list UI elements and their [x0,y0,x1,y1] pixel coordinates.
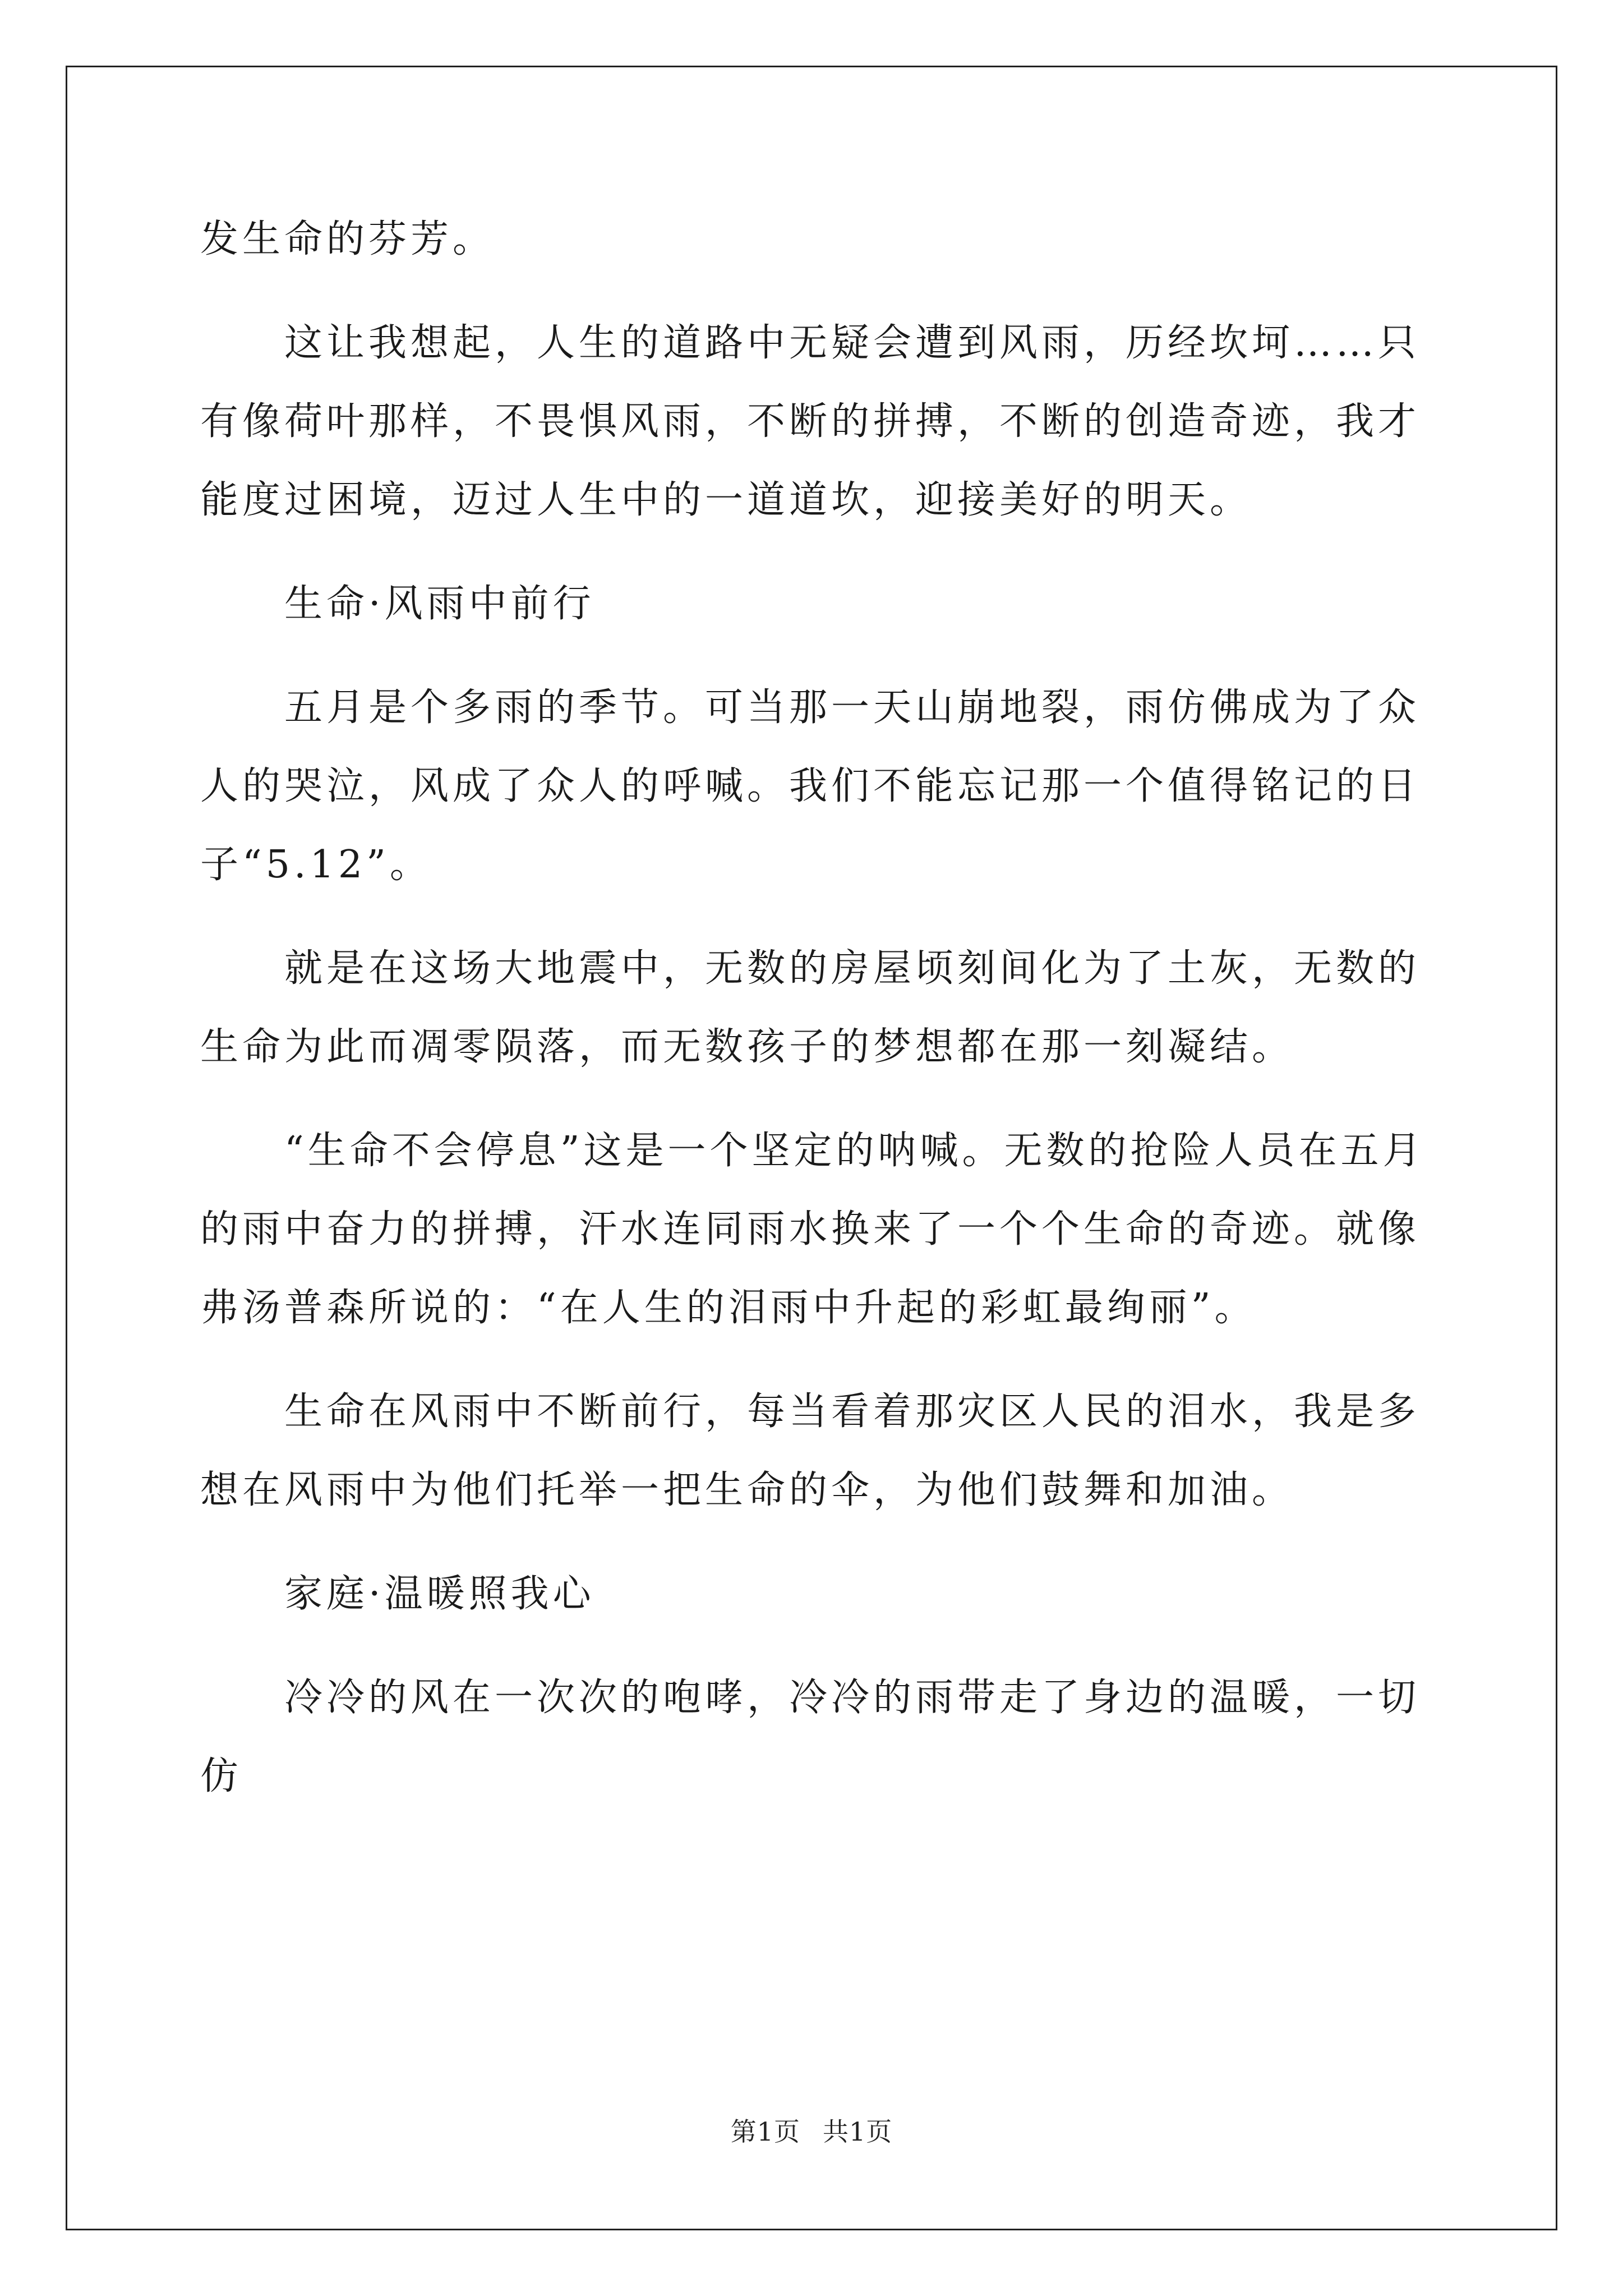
section-heading-life: 生命·风雨中前行 [284,582,595,626]
page-total: 共1页 [823,2116,893,2147]
paragraph-7: 冷冷的风在一次次的咆哮，冷冷的雨带走了身边的温暖，一切仿 [200,1676,1421,1798]
paragraph-3: 五月是个多雨的季节。可当那一天山崩地裂，雨仿佛成为了众人的哭泣，风成了众人的呼喊。我们不能忘记那一个值得铭记的日子“5.12”。 [200,685,1421,887]
page-footer [0,2115,1623,2148]
section-heading-family: 家庭·温暖照我心 [284,1572,595,1616]
paragraph-5: “生命不会停息”这是一个坚定的呐喊。无数的抢险人员在五月的雨中奋力的拼搏，汗水连同雨水换来了一个个生命的奇迹。就像弗汤普森所说的：“在人生的泪雨中升起的彩虹最绚丽”。 [200,1129,1425,1330]
document-body [200,200,1428,1816]
paragraph-4: 就是在这场大地震中，无数的房屋顷刻间化为了土灰，无数的生命为此而凋零陨落，而无数孩子的梦想都在那一刻凝结。 [200,946,1421,1069]
paragraph-1: 发生命的芬芳。 [200,217,495,261]
paragraph-2: 这让我想起，人生的道路中无疑会遭到风雨，历经坎坷……只有像荷叶那样，不畏惧风雨，不断的拼搏，不断的创造奇迹，我才能度过困境，迈过人生中的一道道坎，迎接美好的明天。 [200,321,1421,522]
page-number: 第1页 [730,2116,800,2147]
paragraph-6: 生命在风雨中不断前行，每当看着那灾区人民的泪水，我是多想在风雨中为他们托举一把生命的伞，为他们鼓舞和加油。 [200,1389,1421,1512]
